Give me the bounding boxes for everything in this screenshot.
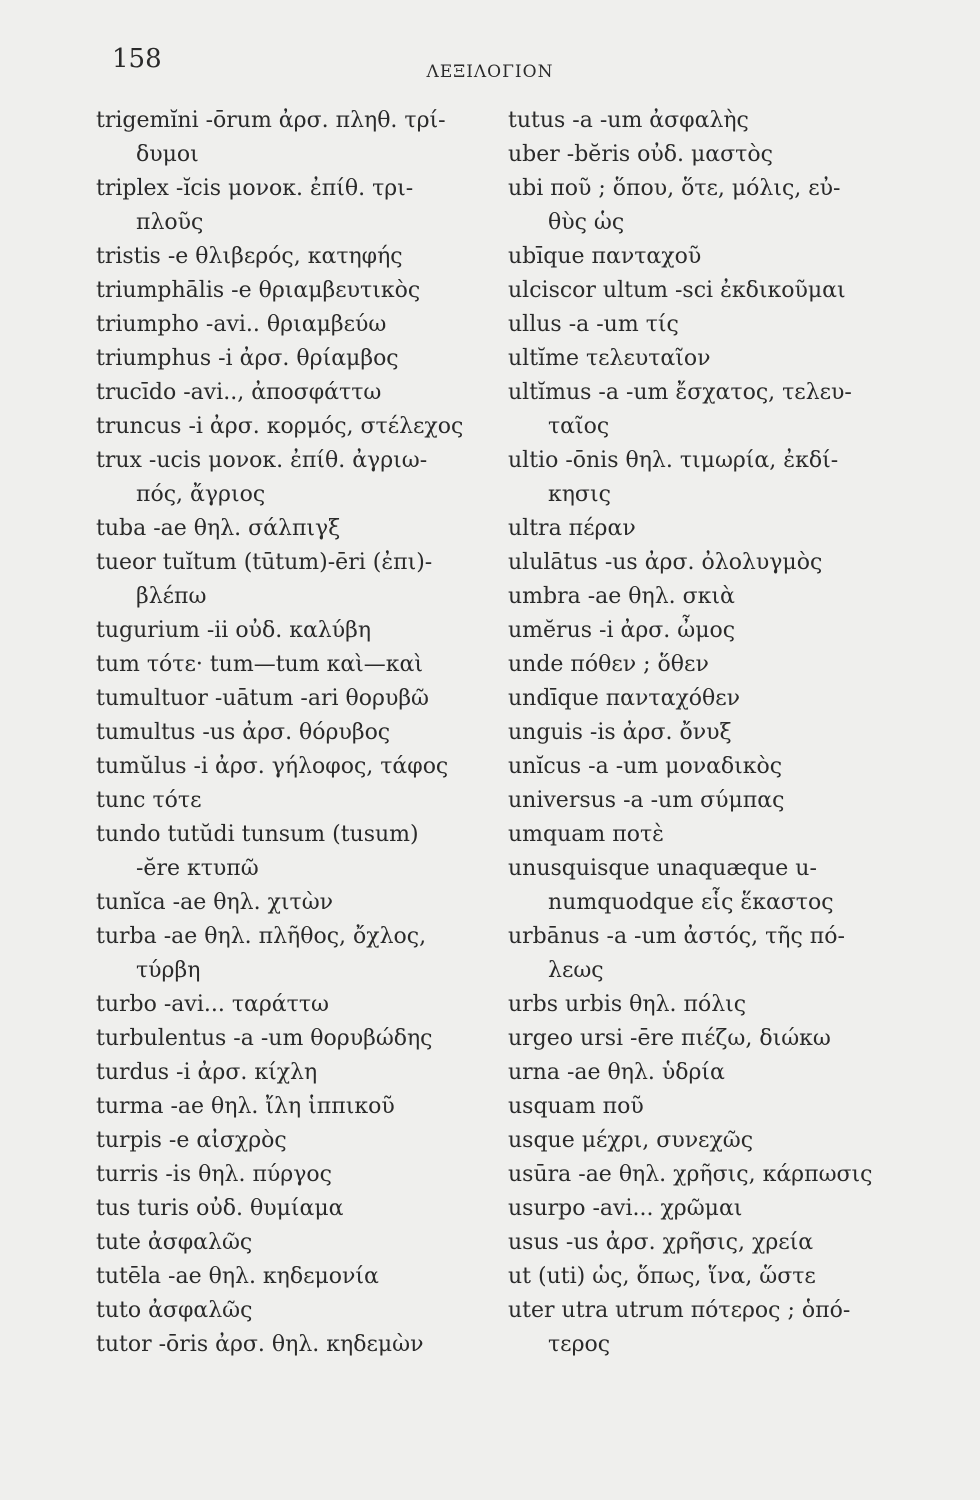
dictionary-entry-line: tueor tuĭtum (tūtum)-ēri (ἐπι)- [96,550,433,575]
entry-continuation-line: τύρβη [136,958,201,983]
entry-continuation-line: θὺς ὡς [548,210,625,235]
dictionary-entry-line: urbānus -a -um ἀστός, τῆς πό- [508,924,845,949]
dictionary-entry-line: ubīque πανταχοῦ [508,244,702,269]
entry-continuation-line: numquodque εἷς ἕκαστος [548,890,834,915]
dictionary-entry-line: unde πόθεν ; ὅθεν [508,652,709,677]
dictionary-entry-line: uter utra utrum πότερος ; ὁπό- [508,1298,851,1323]
dictionary-entry-line: ultra πέραν [508,516,636,541]
dictionary-entry-line: tutor -ōris ἀρσ. θηλ. κηδεμὼν [96,1332,424,1357]
entry-continuation-line: ταῖος [548,414,610,439]
dictionary-entry-line: umquam ποτὲ [508,822,664,847]
dictionary-entry-line: ululātus -us ἀρσ. ὀλολυγμὸς [508,550,823,575]
dictionary-entry-line: urgeo ursi -ēre πιέζω, διώκω [508,1026,831,1051]
dictionary-entry-line: ubi ποῦ ; ὅπου, ὅτε, μόλις, εὐ- [508,176,841,201]
dictionary-entry-line: turma -ae θηλ. ἴλη ἱππικοῦ [96,1094,395,1119]
dictionary-entry-line: tuba -ae θηλ. σάλπιγξ [96,516,341,541]
dictionary-entry-line: uber -bĕris οὐδ. μαστὸς [508,142,773,167]
dictionary-entry-line: tunc τότε [96,788,202,813]
entry-continuation-line: -ĕre κτυπῶ [136,856,259,881]
dictionary-entry-line: triumphālis -e θριαμβευτικὸς [96,278,421,303]
dictionary-entry-line: ultĭme τελευταῖον [508,346,711,371]
page-number: 158 [112,44,162,74]
dictionary-entry-line: urna -ae θηλ. ὑδρία [508,1060,725,1085]
entry-continuation-line: πός, ἄγριος [136,482,266,507]
dictionary-entry-line: tugurium -ii οὐδ. καλύβη [96,618,372,643]
dictionary-entry-line: ultio -ōnis θηλ. τιμωρία, ἐκδί- [508,448,839,473]
dictionary-entry-line: universus -a -um σύμπας [508,788,785,813]
dictionary-entry-line: unĭcus -a -um μοναδικὸς [508,754,783,779]
dictionary-entry-line: umĕrus -i ἀρσ. ὦμος [508,618,736,643]
dictionary-entry-line: turris -is θηλ. πύργος [96,1162,332,1187]
entry-continuation-line: δυμοι [136,142,199,167]
dictionary-entry-line: usūra -ae θηλ. χρῆσις, κάρπωσις [508,1162,873,1187]
entry-continuation-line: βλέπω [136,584,207,609]
dictionary-entry-line: triplex -ĭcis μονοκ. ἐπίθ. τρι- [96,176,414,201]
dictionary-entry-line: tutus -a -um ἀσφαλὴς [508,108,749,133]
dictionary-entry-line: ut (uti) ὡς, ὅπως, ἵνα, ὥστε [508,1264,816,1289]
dictionary-entry-line: turbo -avi... ταράττω [96,992,329,1017]
dictionary-entry-line: trux -ucis μονοκ. ἐπίθ. ἀγριω- [96,448,428,473]
right-column [508,104,928,1362]
dictionary-entry-line: ullus -a -um τίς [508,312,679,337]
dictionary-entry-line: turba -ae θηλ. πλῆθος, ὄχλος, [96,924,427,949]
dictionary-entry-line: triumpho -avi.. θριαμβεύω [96,312,387,337]
dictionary-entry-line: turpis -e αἰσχρὸς [96,1128,287,1153]
entry-continuation-line: λεως [548,958,604,983]
dictionary-entry-line: urbs urbis θηλ. πόλις [508,992,747,1017]
dictionary-entry-line: truncus -i ἀρσ. κορμός, στέλεχος [96,414,464,439]
dictionary-entry-line: unusquisque unaquæque u- [508,856,817,881]
left-column [96,104,506,1362]
dictionary-entry-line: tristis -e θλιβερός, κατηφής [96,244,403,269]
entry-continuation-line: πλοῦς [136,210,204,235]
dictionary-entry-line: usquam ποῦ [508,1094,644,1119]
entry-continuation-line: τερος [548,1332,611,1357]
dictionary-entry-line: tuto ἀσφαλῶς [96,1298,253,1323]
dictionary-entry-line: trucīdo -avi.., ἀποσφάττω [96,380,382,405]
dictionary-entry-line: tumultus -us ἀρσ. θόρυβος [96,720,391,745]
dictionary-entry-line: ulciscor ultum -sci ἐκδικοῦμαι [508,278,846,303]
dictionary-entry-line: umbra -ae θηλ. σκιὰ [508,584,735,609]
dictionary-entry-line: usurpo -avi... χρῶμαι [508,1196,743,1221]
entry-continuation-line: κησις [548,482,611,507]
dictionary-entry-line: tus turis οὐδ. θυμίαμα [96,1196,344,1221]
dictionary-entry-line: tum τότε· tum—tum καὶ—καὶ [96,652,424,677]
dictionary-entry-line: ultĭmus -a -um ἔσχατος, τελευ- [508,380,852,405]
dictionary-entry-line: tutēla -ae θηλ. κηδεμονία [96,1264,379,1289]
dictionary-entry-line: tumŭlus -i ἀρσ. γήλοφος, τάφος [96,754,449,779]
dictionary-entry-line: undīque πανταχόθεν [508,686,741,711]
dictionary-entry-line: trigemĭni -ōrum ἀρσ. πληθ. τρί- [96,108,446,133]
dictionary-entry-line: turdus -i ἀρσ. κίχλη [96,1060,318,1085]
dictionary-entry-line: unguis -is ἀρσ. ὄνυξ [508,720,732,745]
dictionary-entry-line: turbulentus -a -um θορυβώδης [96,1026,433,1051]
dictionary-entry-line: tundo tutŭdi tunsum (tusum) [96,822,419,847]
dictionary-entry-line: usus -us ἀρσ. χρῆσις, χρεία [508,1230,814,1255]
dictionary-entry-line: triumphus -i ἀρσ. θρίαμβος [96,346,399,371]
dictionary-entry-line: tumultuor -uātum -ari θορυβῶ [96,686,429,711]
dictionary-entry-line: tunĭca -ae θηλ. χιτὼν [96,890,334,915]
dictionary-entry-line: usque μέχρι, συνεχῶς [508,1128,754,1153]
dictionary-entry-line: tute ἀσφαλῶς [96,1230,253,1255]
running-head: ΛΕΞΙΛΟΓΙΟΝ [426,62,554,82]
